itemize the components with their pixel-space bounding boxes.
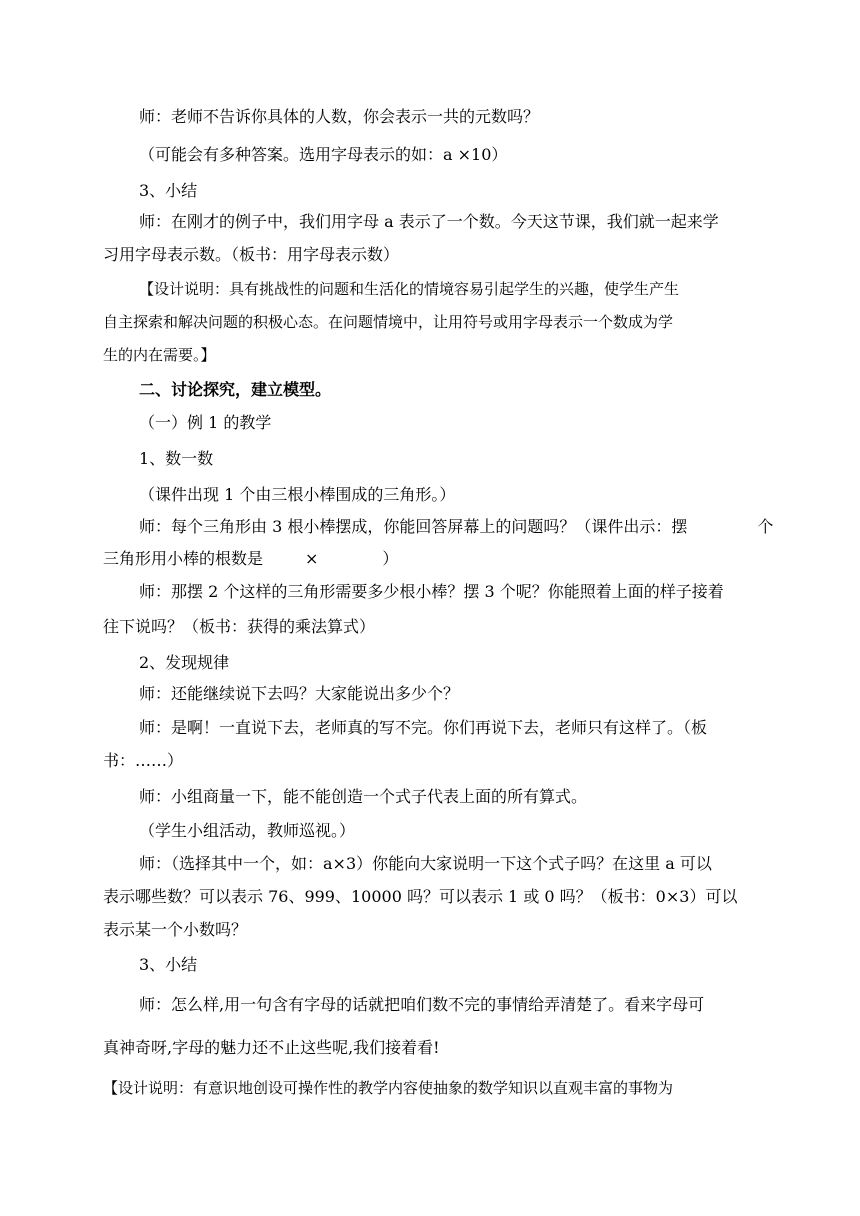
- subsection-heading: 2、发现规律: [139, 653, 230, 672]
- subsection-heading: 1、数一数: [139, 449, 214, 468]
- section-heading: 二、讨论探究，建立模型。: [139, 380, 332, 399]
- text-line: 师：小组商量一下，能不能创造一个式子代表上面的所有算式。: [139, 787, 588, 806]
- design-note-line: 自主探索和解决问题的积极心态。在问题情境中，让用符号或用字母表示一个数成为学: [103, 313, 674, 331]
- text-line: 习用字母表示数。（板书：用字母表示数）: [103, 245, 400, 264]
- subsection-heading: 3、小结: [139, 955, 198, 974]
- text-line: 书：……）: [103, 751, 184, 770]
- text-line: 师：（选择其中一个，如：a×3）你能向大家说明一下这个式子吗？在这里 a 可以: [139, 854, 712, 873]
- text-line: [0, 549, 860, 569]
- text-line: 师：是啊！一直说下去，老师真的写不完。你们再说下去，老师只有这样了。（板: [139, 718, 708, 737]
- text-line: 师：那摆 2 个这样的三角形需要多少根小棒？摆 3 个呢？你能照着上面的样子接着: [139, 582, 724, 601]
- text-fragment: 个: [757, 517, 774, 536]
- text-fragment: ）: [382, 549, 399, 568]
- text-line: 表示哪些数？可以表示 76、999、10000 吗？可以表示 1 或 0 吗？（板书：0×3）可以: [103, 887, 738, 906]
- text-line: [0, 517, 860, 537]
- text-line: 表示某一个小数吗？: [103, 920, 248, 939]
- section-heading: 3、小结: [139, 181, 198, 200]
- text-line: （学生小组活动，教师巡视。）: [139, 821, 356, 840]
- text-line: 师：老师不告诉你具体的人数，你会表示一共的元数吗？: [139, 107, 540, 126]
- design-note-line: 生的内在需要。】: [103, 346, 216, 364]
- design-note-line: 【设计说明：具有挑战性的问题和生活化的情境容易引起学生的兴趣，使学生产生: [139, 280, 680, 298]
- design-note-line: 【设计说明：有意识地创设可操作性的教学内容使抽象的数学知识以直观丰富的事物为: [103, 1079, 674, 1097]
- text-line: （可能会有多种答案。选用字母表示的如：a ×10）: [139, 145, 508, 164]
- text-fragment: 师：每个三角形由 3 根小棒摆成，你能回答屏幕上的问题吗？（课件出示：摆: [139, 517, 688, 536]
- text-line: 真神奇呀,字母的魅力还不止这些呢,我们接着看!: [103, 1038, 440, 1057]
- text-line: 师：怎么样,用一句含有字母的话就把咱们数不完的事情给弄清楚了。看来字母可: [139, 995, 705, 1014]
- text-line: （课件出现 1 个由三根小棒围成的三角形。）: [139, 485, 456, 504]
- text-fragment: 三角形用小棒的根数是: [103, 549, 264, 568]
- text-line: 师：在刚才的例子中，我们用字母 a 表示了一个数。今天这节课，我们就一起来学: [139, 212, 719, 231]
- text-fragment: ×: [305, 549, 319, 568]
- text-line: 往下说吗？（板书：获得的乘法算式）: [103, 617, 376, 636]
- subsection-heading: （一）例 1 的教学: [139, 413, 272, 432]
- text-line: 师：还能继续说下去吗？大家能说出多少个？: [139, 684, 460, 703]
